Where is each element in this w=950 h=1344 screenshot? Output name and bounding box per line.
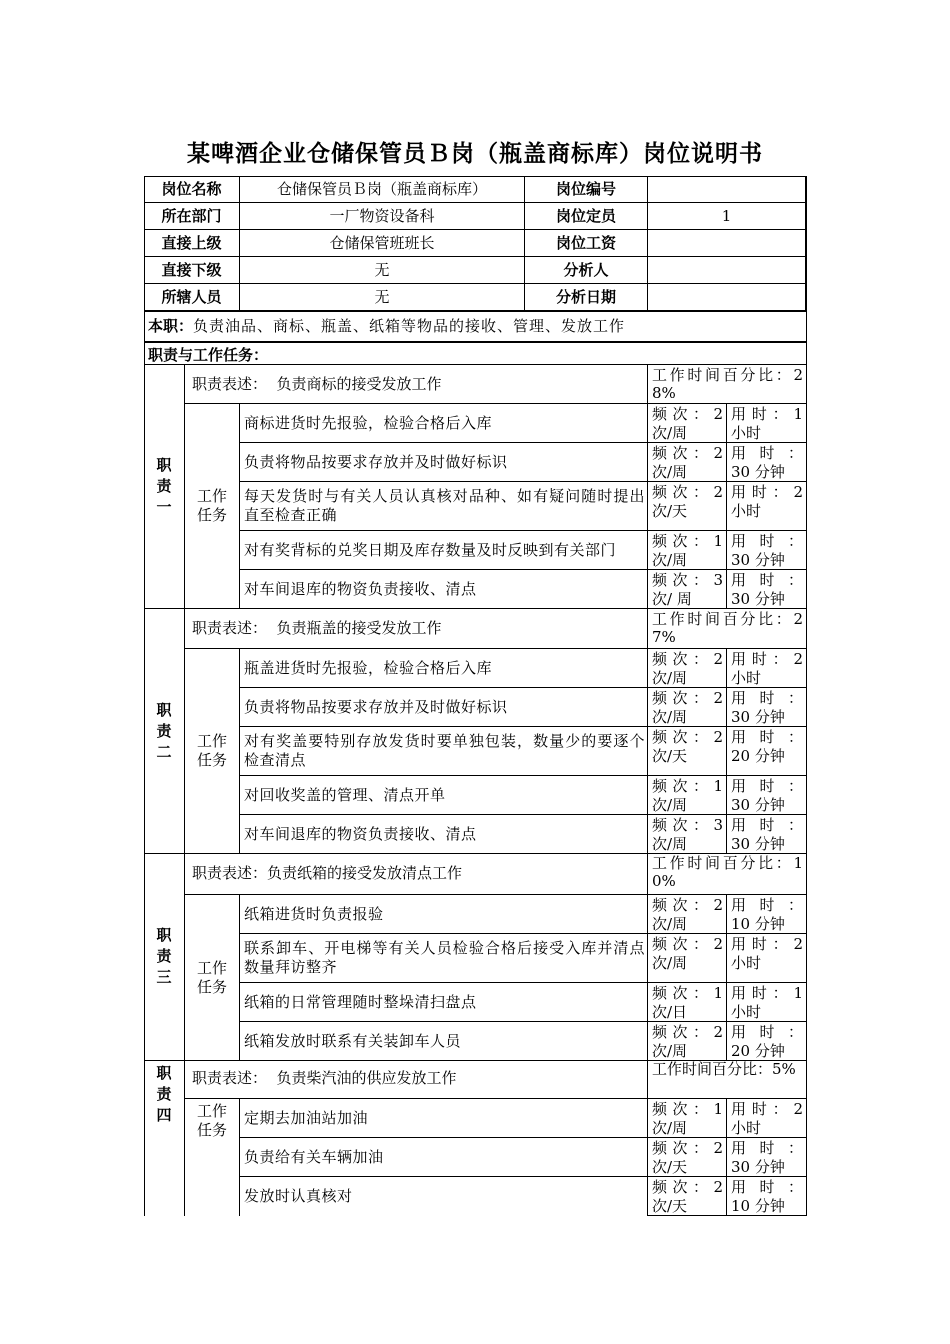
task-text-text: 瓶盖进货时先报验，检验合格后入库 xyxy=(244,658,493,677)
task-duration-text: 用 时 ： 30 分钟 xyxy=(731,689,803,726)
main-duty-label: 本职： xyxy=(148,317,194,335)
duty-name-2 xyxy=(144,609,185,854)
task-label-4 xyxy=(185,1099,240,1216)
duty-name-text: 职责四 xyxy=(156,1064,172,1124)
task-text-text: 纸箱进货时负责报验 xyxy=(244,904,384,923)
duty-statement-1-text: 职责表述： 负责商标的接受发放工作 xyxy=(192,374,442,393)
task-duration xyxy=(727,727,806,776)
duty-name-text: 职责一 xyxy=(156,456,172,516)
task-text-text: 负责将物品按要求存放并及时做好标识 xyxy=(244,452,508,471)
task-duration xyxy=(727,776,806,815)
info-label-salary-text: 岗位工资 xyxy=(555,233,616,252)
task-frequency-text: 频 次 ： 2 次/天 xyxy=(652,728,723,765)
info-value-name xyxy=(240,176,525,203)
duty-statement-4 xyxy=(185,1059,648,1099)
task-text xyxy=(240,1138,648,1177)
task-frequency-text: 频 次 ： 2 次/天 xyxy=(652,1139,723,1176)
task-frequency-text: 频 次 ： 2 次/周 xyxy=(652,896,723,933)
task-frequency-text: 频 次 ： 2 次/周 xyxy=(652,444,723,481)
duty-percent-2-text: 工作时间百分比：27% xyxy=(652,610,803,646)
task-frequency xyxy=(648,531,727,570)
info-value-salary xyxy=(648,230,806,257)
task-label-3 xyxy=(185,895,240,1061)
task-duration xyxy=(727,688,806,727)
task-duration-text: 用 时 ： 2 小时 xyxy=(731,1100,803,1137)
task-label-2 xyxy=(185,649,240,854)
task-duration-text: 用 时 ： 10 分钟 xyxy=(731,896,803,933)
task-text-text: 定期去加油站加油 xyxy=(244,1108,369,1127)
task-text xyxy=(240,649,648,688)
main-duty-text: 负责油品、商标、瓶盖、纸箱等物品的接收、管理、发放工作 xyxy=(193,317,626,335)
task-text xyxy=(240,443,648,482)
main-duty-row xyxy=(144,312,806,342)
task-frequency-text: 频 次 ： 2 次/天 xyxy=(652,483,723,520)
task-frequency xyxy=(648,649,727,688)
task-duration-text: 用 时 ： 1 小时 xyxy=(731,405,803,442)
info-value-staff xyxy=(648,203,806,230)
task-duration-text: 用 时 ： 2 小时 xyxy=(731,935,803,972)
task-text xyxy=(240,1177,648,1216)
duty-percent-4 xyxy=(648,1059,806,1099)
task-text xyxy=(240,570,648,609)
task-text xyxy=(240,983,648,1022)
duty-statement-1 xyxy=(185,365,648,404)
duty-percent-1-text: 工作时间百分比：28% xyxy=(652,366,803,402)
task-frequency-text: 频 次 ： 1 次/周 xyxy=(652,1100,723,1137)
task-frequency xyxy=(648,1022,727,1061)
info-value-subordinate xyxy=(240,257,525,284)
task-label-text: 工作任务 xyxy=(196,732,227,769)
info-value-date xyxy=(648,284,806,311)
duty-statement-2 xyxy=(185,609,648,649)
task-duration xyxy=(727,482,806,531)
task-duration-text: 用 时 ： 2 小时 xyxy=(731,483,803,520)
duty-statement-2-text: 职责表述： 负责瓶盖的接受发放工作 xyxy=(192,619,442,637)
task-duration xyxy=(727,815,806,854)
task-duration-text: 用 时 ： 30 分钟 xyxy=(731,444,803,481)
task-frequency xyxy=(648,1177,727,1216)
task-duration xyxy=(727,1138,806,1177)
task-frequency xyxy=(648,443,727,482)
task-duration-text: 用 时 ： 10 分钟 xyxy=(731,1178,803,1215)
task-frequency xyxy=(648,688,727,727)
task-duration xyxy=(727,649,806,688)
task-duration xyxy=(727,1177,806,1216)
task-frequency xyxy=(648,727,727,776)
task-duration xyxy=(727,1099,806,1138)
task-duration-text: 用 时 ： 20 分钟 xyxy=(731,728,803,765)
task-frequency-text: 频 次 ： 2 次/周 xyxy=(652,935,723,972)
task-text xyxy=(240,404,648,443)
task-duration xyxy=(727,443,806,482)
task-frequency-text: 频 次 ： 2 次/周 xyxy=(652,1023,723,1060)
task-duration-text: 用 时 ： 2 小时 xyxy=(731,650,803,687)
task-frequency-text: 频 次 ： 2 次/周 xyxy=(652,650,723,687)
info-label-name-text: 岗位名称 xyxy=(161,179,222,198)
task-frequency-text: 频 次 ： 3 次/周 xyxy=(652,816,723,853)
task-text-text: 对回收奖盖的管理、清点开单 xyxy=(244,785,446,804)
info-value-superior-text: 仓储保管班班长 xyxy=(329,233,435,252)
task-text-text: 商标进货时先报验，检验合格后入库 xyxy=(244,413,493,432)
task-label-1 xyxy=(185,404,240,609)
task-frequency-text: 频 次 ： 2 次/周 xyxy=(652,405,723,442)
info-label-staff xyxy=(525,203,648,230)
task-frequency-text: 频 次 ： 2 次/天 xyxy=(652,1178,723,1215)
info-value-superior xyxy=(240,230,525,257)
duty-name-3 xyxy=(144,853,185,1061)
duty-name-text: 职责三 xyxy=(156,926,172,986)
task-text-text: 联系卸车、开电梯等有关人员检验合格后接受入库并清点数量拜访整齐 xyxy=(244,939,645,976)
task-label-text: 工作任务 xyxy=(196,958,227,996)
task-frequency xyxy=(648,815,727,854)
info-value-governed xyxy=(240,284,525,311)
task-text-text: 纸箱发放时联系有关装卸车人员 xyxy=(244,1031,462,1050)
task-duration-text: 用 时 ： 30 分钟 xyxy=(731,571,803,608)
task-frequency xyxy=(648,895,727,934)
info-label-dept-text: 所在部门 xyxy=(161,206,222,225)
info-value-governed-text: 无 xyxy=(374,287,390,306)
info-label-code xyxy=(525,176,648,203)
info-label-analyst xyxy=(525,257,648,284)
task-text xyxy=(240,1099,648,1138)
info-label-code-text: 岗位编号 xyxy=(555,179,616,198)
task-text xyxy=(240,727,648,776)
info-value-code xyxy=(648,176,806,203)
task-text xyxy=(240,934,648,983)
info-value-dept xyxy=(240,203,525,230)
task-frequency xyxy=(648,934,727,983)
task-text xyxy=(240,895,648,934)
info-value-dept-text: 一厂物资设备科 xyxy=(329,206,435,225)
table-left-border xyxy=(144,312,145,1216)
info-label-governed-text: 所辖人员 xyxy=(161,287,222,306)
task-duration-text: 用 时 ： 30 分钟 xyxy=(731,532,803,569)
duty-percent-3 xyxy=(648,853,806,895)
task-text-text: 对有奖背标的兑奖日期及库存数量及时反映到有关部门 xyxy=(244,540,617,559)
task-text xyxy=(240,531,648,570)
task-text xyxy=(240,815,648,854)
task-frequency-text: 频 次 ： 3 次/ 周 xyxy=(652,571,723,608)
task-text-text: 负责将物品按要求存放并及时做好标识 xyxy=(244,697,508,716)
task-frequency-text: 频 次 ： 1 次/日 xyxy=(652,984,723,1021)
task-frequency xyxy=(648,1099,727,1138)
info-label-superior-text: 直接上级 xyxy=(161,233,222,252)
task-duration xyxy=(727,1022,806,1061)
task-duration xyxy=(727,934,806,983)
info-label-date xyxy=(525,284,648,311)
task-frequency xyxy=(648,776,727,815)
task-text-text: 每天发货时与有关人员认真核对品种、如有疑问随时提出直至检查正确 xyxy=(244,487,645,524)
info-label-analyst-text: 分析人 xyxy=(563,260,609,279)
table-right-border xyxy=(806,312,807,1216)
task-frequency-text: 频 次 ： 1 次/周 xyxy=(652,532,723,569)
task-duration-text: 用 时 ： 30 分钟 xyxy=(731,777,803,814)
task-frequency xyxy=(648,983,727,1022)
task-text xyxy=(240,1022,648,1061)
task-text xyxy=(240,688,648,727)
task-label-text: 工作任务 xyxy=(196,487,227,524)
duties-heading-text: 职责与工作任务： xyxy=(148,346,269,364)
task-frequency-text: 频 次 ： 2 次/周 xyxy=(652,689,723,726)
duty-name-1 xyxy=(144,365,185,609)
task-frequency xyxy=(648,482,727,531)
duty-statement-3-text: 职责表述：负责纸箱的接受发放清点工作 xyxy=(192,864,463,882)
page-title: 某啤酒企业仓储保管员Ｂ岗（瓶盖商标库）岗位说明书 xyxy=(187,141,763,167)
task-duration-text: 用 时 ： 1 小时 xyxy=(731,984,803,1021)
info-value-name-text: 仓储保管员Ｂ岗（瓶盖商标库） xyxy=(276,179,487,198)
task-text-text: 对车间退库的物资负责接收、清点 xyxy=(244,579,477,598)
task-text xyxy=(240,482,648,531)
task-duration xyxy=(727,570,806,609)
duty-name-4 xyxy=(144,1059,185,1216)
task-text-text: 对有奖盖要特别存放发货时要单独包装，数量少的要逐个检查清点 xyxy=(244,732,645,769)
info-value-staff-text: 1 xyxy=(721,206,732,225)
info-label-governed xyxy=(144,284,240,311)
task-duration xyxy=(727,404,806,443)
info-label-date-text: 分析日期 xyxy=(555,287,616,306)
info-label-staff-text: 岗位定员 xyxy=(555,206,616,225)
task-duration-text: 用 时 ： 30 分钟 xyxy=(731,816,803,853)
duty-percent-1 xyxy=(648,365,806,404)
task-text-text: 对车间退库的物资负责接收、清点 xyxy=(244,824,477,843)
info-label-dept xyxy=(144,203,240,230)
task-duration xyxy=(727,983,806,1022)
info-label-subordinate-text: 直接下级 xyxy=(161,260,222,279)
duties-heading xyxy=(144,343,806,365)
task-frequency xyxy=(648,404,727,443)
task-frequency xyxy=(648,570,727,609)
task-duration xyxy=(727,531,806,570)
duty-name-text: 职责二 xyxy=(156,700,172,761)
task-text-text: 发放时认真核对 xyxy=(244,1187,353,1205)
task-text xyxy=(240,776,648,815)
task-text-text: 纸箱的日常管理随时整垛清扫盘点 xyxy=(244,992,477,1011)
task-frequency xyxy=(648,1138,727,1177)
duty-statement-4-text: 职责表述： 负责柴汽油的供应发放工作 xyxy=(192,1069,457,1087)
info-label-superior xyxy=(144,230,240,257)
task-duration-text: 用 时 ： 20 分钟 xyxy=(731,1023,803,1060)
task-text-text: 负责给有关车辆加油 xyxy=(244,1147,384,1166)
info-label-subordinate xyxy=(144,257,240,284)
task-frequency-text: 频 次 ： 1 次/周 xyxy=(652,777,723,814)
duty-percent-4-text: 工作时间百分比：5% xyxy=(652,1060,796,1078)
task-duration-text: 用 时 ： 30 分钟 xyxy=(731,1139,803,1176)
duty-statement-3 xyxy=(185,853,648,895)
task-duration xyxy=(727,895,806,934)
info-value-subordinate-text: 无 xyxy=(374,260,390,279)
duty-percent-3-text: 工作时间百分比：10% xyxy=(652,854,803,890)
duty-percent-2 xyxy=(648,609,806,649)
task-label-text: 工作任务 xyxy=(196,1102,227,1139)
info-value-analyst xyxy=(648,257,806,284)
info-label-salary xyxy=(525,230,648,257)
info-label-name xyxy=(144,176,240,203)
